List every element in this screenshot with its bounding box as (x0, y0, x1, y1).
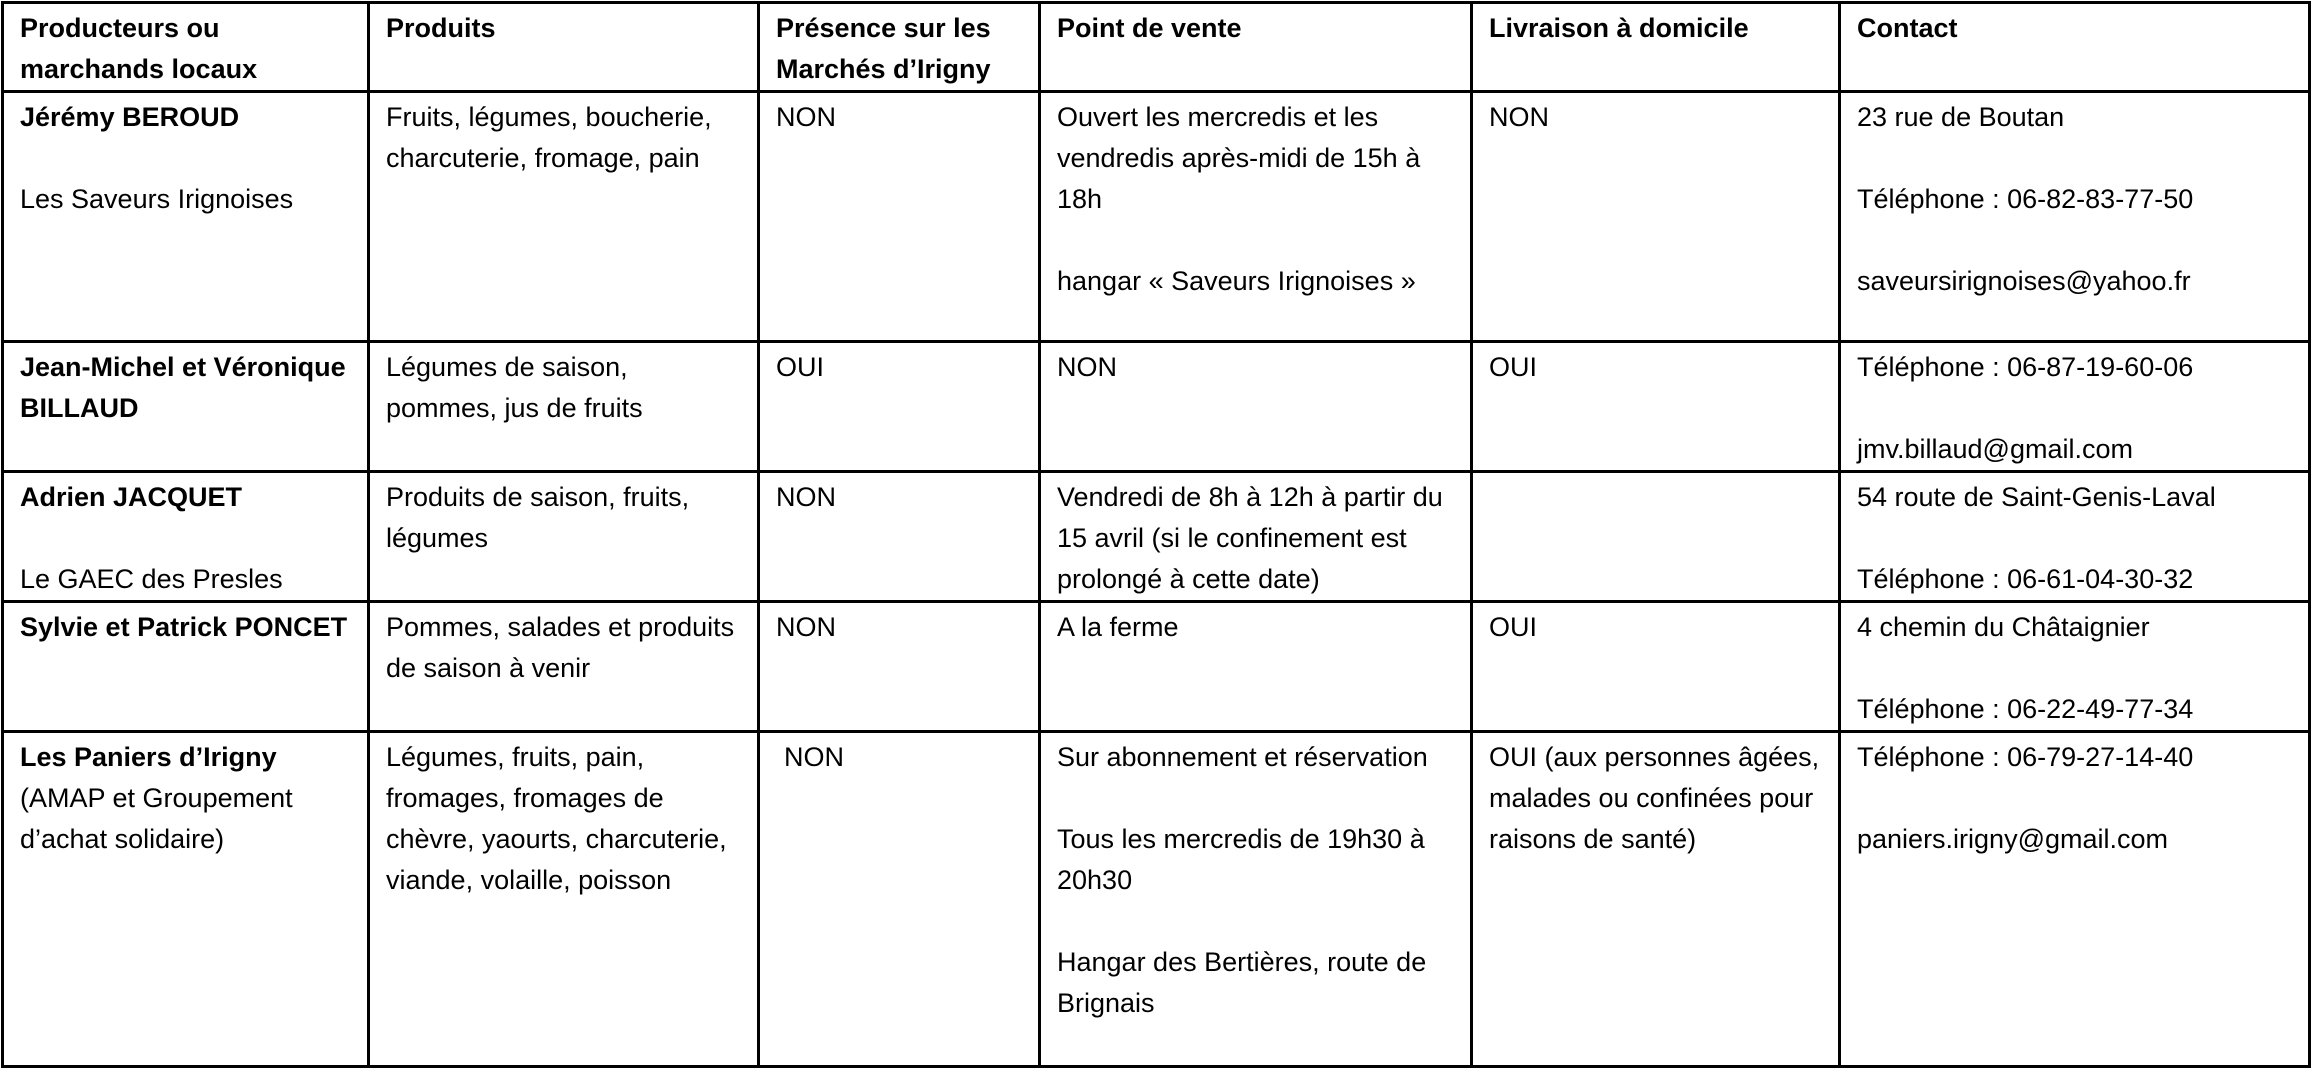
producer-name: Jérémy BEROUD (20, 102, 240, 132)
contact-cell (1840, 732, 2310, 1067)
products-cell: Légumes de saison, pommes, jus de fruits (369, 342, 759, 472)
contact-address: 4 chemin du Châtaignier (1857, 612, 2150, 642)
delivery-cell (1472, 472, 1840, 602)
producer-name: Les Paniers d’Irigny (20, 742, 277, 772)
contact-cell (1840, 92, 2310, 342)
delivery-cell: OUI (1472, 602, 1840, 732)
products-cell: Pommes, salades et produits de saison à venir (369, 602, 759, 732)
point-of-sale-cell: Vendredi de 8h à 12h à partir du 15 avril (si le confinement est prolongé à cette date) (1040, 472, 1472, 602)
contact-email[interactable]: paniers.irigny@gmail.com (1857, 824, 2169, 854)
producers-table (1, 1, 2311, 1068)
header-products: Produits (369, 3, 759, 92)
sale-line: Sur abonnement et réservation (1057, 742, 1428, 772)
sale-line: hangar « Saveurs Irignoises » (1057, 266, 1416, 296)
sale-line: Ouvert les mercredis et les vendredis après-midi de 15h à 18h (1057, 102, 1428, 214)
products-cell: Fruits, légumes, boucherie, charcuterie, fromage, pain (369, 92, 759, 342)
products-cell: Légumes, fruits, pain, fromages, fromages de chèvre, yaourts, charcuterie, viande, volaille, poisson (369, 732, 759, 1067)
point-of-sale-cell: NON (1040, 342, 1472, 472)
table-row (3, 732, 2310, 1067)
presence-cell: NON (759, 92, 1040, 342)
producer-name: Adrien JACQUET (20, 482, 243, 512)
contact-cell (1840, 602, 2310, 732)
header-delivery: Livraison à domicile (1472, 3, 1840, 92)
producer-cell (3, 472, 369, 602)
producer-name: Jean-Michel et Véronique BILLAUD (3, 342, 369, 472)
producer-subname: Les Saveurs Irignoises (20, 184, 294, 214)
producer-subname: Le GAEC des Presles (20, 564, 283, 594)
contact-cell (1840, 472, 2310, 602)
point-of-sale-cell (1040, 732, 1472, 1067)
products-cell: Produits de saison, fruits, légumes (369, 472, 759, 602)
table-row (3, 92, 2310, 342)
header-point-of-sale: Point de vente (1040, 3, 1472, 92)
delivery-cell: NON (1472, 92, 1840, 342)
producer-name: Sylvie et Patrick PONCET (3, 602, 369, 732)
header-presence: Présence sur les Marchés d’Irigny (759, 3, 1040, 92)
table-row (3, 472, 2310, 602)
contact-address: 23 rue de Boutan (1857, 102, 2065, 132)
header-contact: Contact (1840, 3, 2310, 92)
presence-cell: OUI (759, 342, 1040, 472)
delivery-cell: OUI (1472, 342, 1840, 472)
delivery-cell: OUI (aux personnes âgées, malades ou confinées pour raisons de santé) (1472, 732, 1840, 1067)
contact-phone: Téléphone : 06-79-27-14-40 (1857, 742, 2194, 772)
producer-cell (3, 92, 369, 342)
producer-subname: (AMAP et Groupement d’achat solidaire) (20, 783, 301, 854)
contact-email[interactable]: saveursirignoises@yahoo.fr (1857, 266, 2191, 296)
contact-phone: Téléphone : 06-82-83-77-50 (1857, 184, 2194, 214)
contact-phone: Téléphone : 06-22-49-77-34 (1857, 694, 2194, 724)
contact-email[interactable]: jmv.billaud@gmail.com (1857, 434, 2133, 464)
sale-line: Hangar des Bertières, route de Brignais (1057, 947, 1434, 1018)
producer-cell (3, 732, 369, 1067)
presence-cell: NON (759, 602, 1040, 732)
presence-cell: NON (759, 732, 1040, 1067)
header-producers: Producteurs ou marchands locaux (3, 3, 369, 92)
presence-cell: NON (759, 472, 1040, 602)
contact-phone: Téléphone : 06-61-04-30-32 (1857, 564, 2194, 594)
table-row (3, 342, 2310, 472)
table-header-row (3, 3, 2310, 92)
contact-phone: Téléphone : 06-87-19-60-06 (1857, 352, 2194, 382)
table-row (3, 602, 2310, 732)
point-of-sale-cell: A la ferme (1040, 602, 1472, 732)
sale-line: Tous les mercredis de 19h30 à 20h30 (1057, 824, 1433, 895)
contact-cell (1840, 342, 2310, 472)
contact-address: 54 route de Saint-Genis-Laval (1857, 482, 2216, 512)
point-of-sale-cell (1040, 92, 1472, 342)
